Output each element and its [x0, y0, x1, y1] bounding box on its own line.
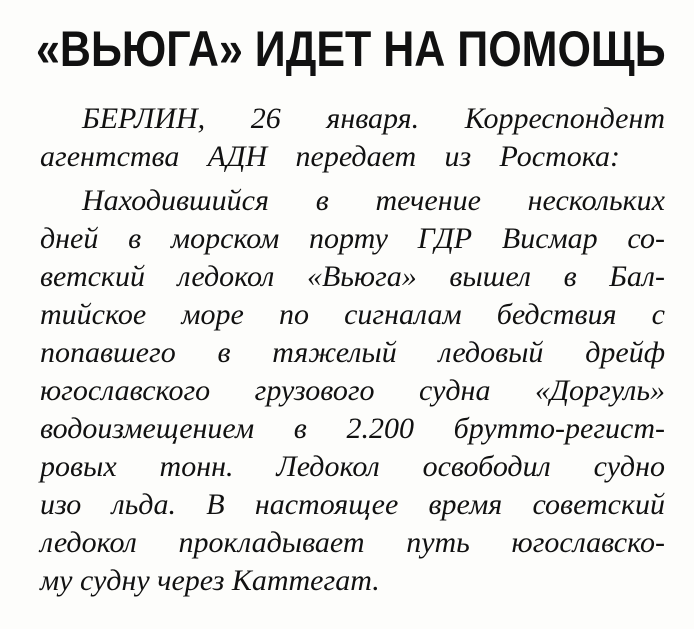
article-line-6: тийское море по сигналам бедствия с [40, 298, 665, 331]
article-line-4: дней в морском порту ГДР Висмар со- [40, 222, 665, 255]
article-line-11: изо льда. В настоящее время советский [40, 488, 665, 521]
article-line-1: БЕРЛИН, 26 января. Корреспондент [82, 102, 665, 135]
article-line-9: водоизмещением в 2.200 брутто-регист- [40, 412, 665, 445]
article-line-8: югославского грузового судна «Доргуль» [40, 374, 665, 407]
article-line-10: ровых тонн. Ледокол освободил судно [40, 450, 665, 483]
article-line-7: попавшего в тяжелый ледовый дрейф [40, 336, 665, 369]
article-line-12: ледокол прокладывает путь югославско- [40, 526, 665, 559]
article-line-5: ветский ледокол «Вьюга» вышел в Бал- [40, 260, 665, 293]
headline: «ВЬЮГА» ИДЕТ НА ПОМОЩЬ [36, 21, 666, 77]
article-line-13: му судну через Каттегат. [40, 564, 380, 597]
article-line-2: агентства АДН передает из Ростока: [40, 140, 620, 173]
article-line-3: Находившийся в течение нескольких [82, 184, 665, 217]
